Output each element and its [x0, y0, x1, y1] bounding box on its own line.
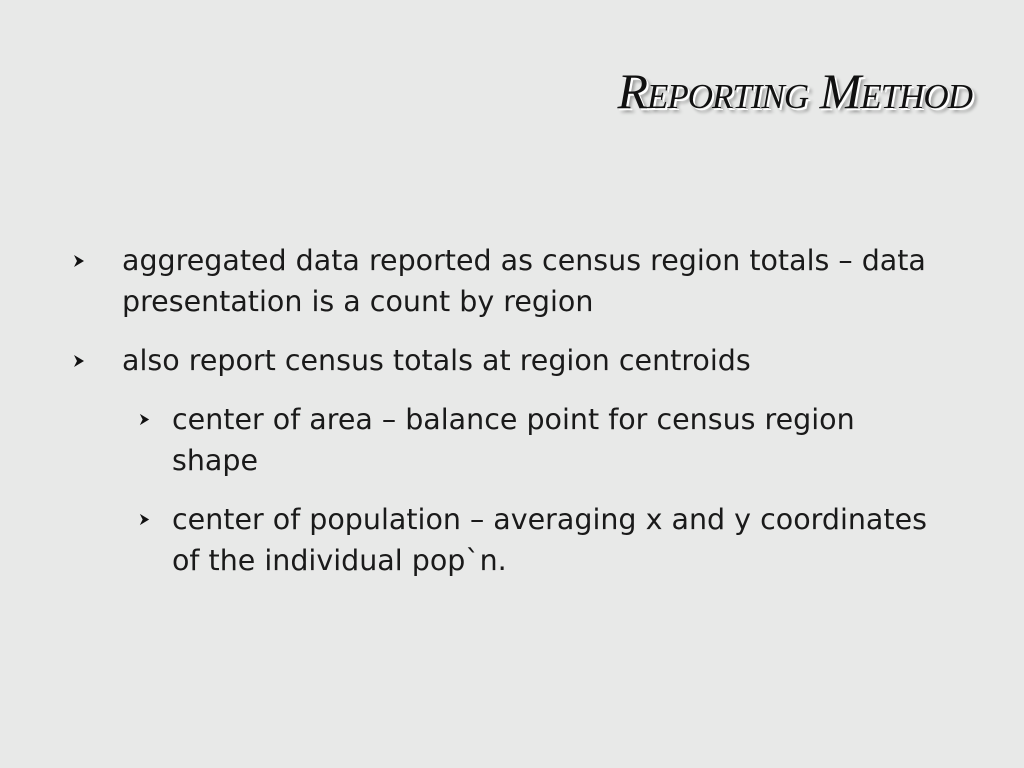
sub-bullet-text: center of population – averaging x and y coordinates of the individual pop`n.: [172, 503, 927, 577]
slide-title: Reporting Method: [617, 63, 972, 119]
bullet-item: [72, 240, 932, 322]
bullet-text: aggregated data reported as census region totals – data presentation is a count by region: [122, 244, 926, 318]
arrowhead-bullet-icon: [138, 499, 158, 540]
arrowhead-bullet-icon: [72, 340, 92, 381]
bullet-text: also report census totals at region centroids: [122, 344, 751, 377]
bullet-item: [72, 340, 932, 381]
sub-bullet-item: [122, 499, 932, 581]
arrowhead-bullet-icon: [72, 240, 92, 281]
sub-bullet-text: center of area – balance point for census region shape: [172, 403, 855, 477]
sub-bullet-item: [122, 399, 932, 481]
bullet-list: [72, 240, 932, 599]
arrowhead-bullet-icon: [138, 399, 158, 440]
